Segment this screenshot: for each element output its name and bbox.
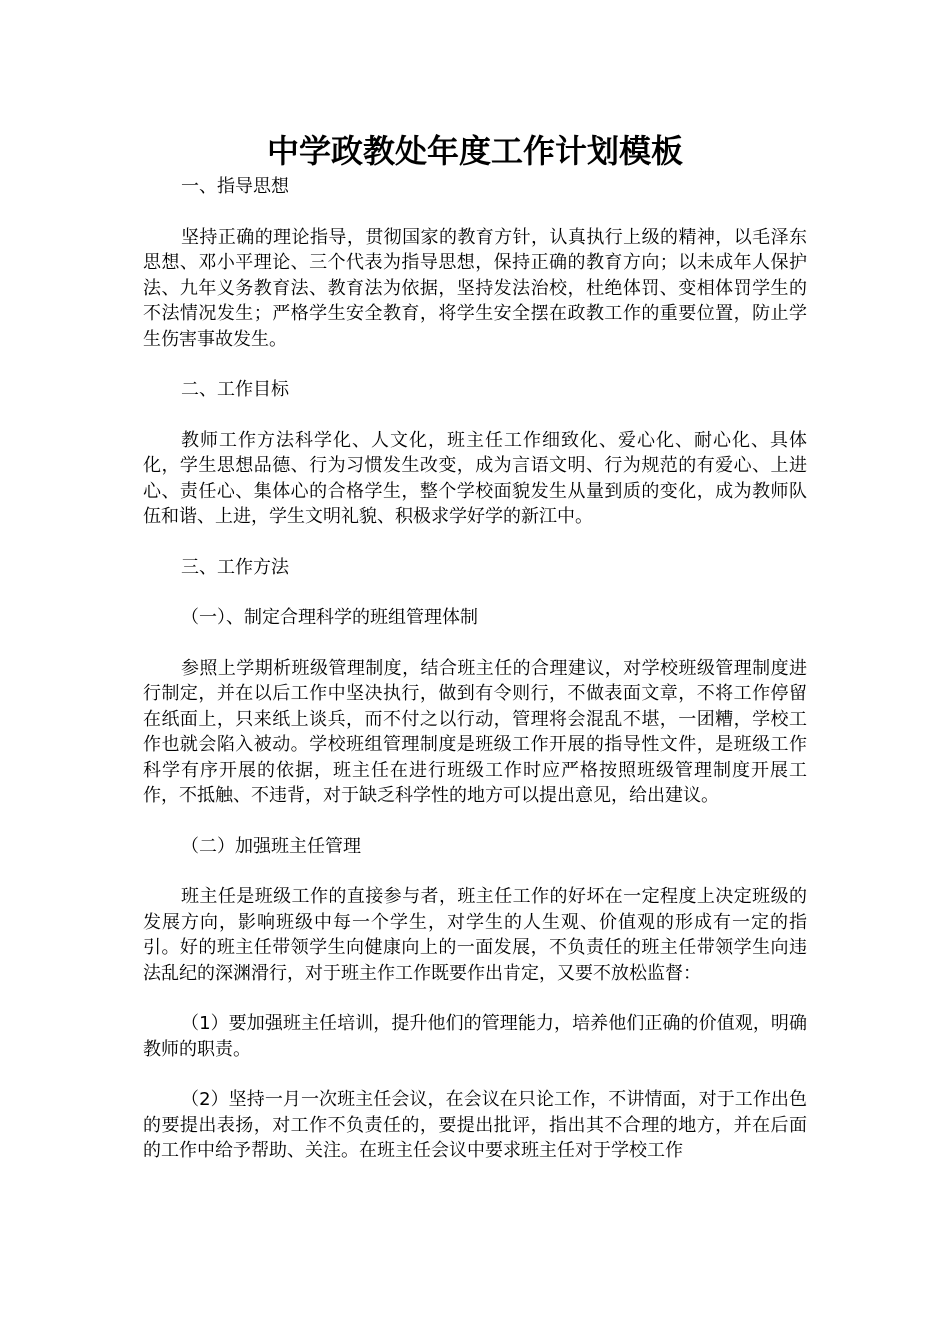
- section-heading-guiding-ideology: 一、指导思想: [181, 176, 289, 197]
- document-page: [143, 128, 807, 1164]
- subsection-heading-head-teacher-management: （二）加强班主任管理: [181, 835, 361, 857]
- paragraph-item-1: （1）要加强班主任培训，提升他们的管理能力，培养他们正确的价值观，明确教师的职责。: [143, 1013, 807, 1060]
- paragraph-guiding-ideology: 坚持正确的理论指导，贯彻国家的教育方针，认真执行上级的精神，以毛泽东思想、邓小平理论、三个代表为指导思想，保持正确的教育方向；以未成年人保护法、九年义务教育法、教育法为依据，坚持发法治校，杜绝体罚、变相体罚学生的不法情况发生；严格学生安全教育，将学生安全摆在政教工作的重要位置，防止学生伤害事故发生。: [143, 226, 807, 350]
- paragraph-item-2: （2）坚持一月一次班主任会议，在会议在只论工作，不讲情面，对于工作出色的要提出表扬，对工作不负责任的，要提出批评，指出其不合理的地方，并在后面的工作中给予帮助、关注。在班主任会议中要求班主任对于学校工作: [143, 1089, 807, 1161]
- paragraph-head-teacher-management: 班主任是班级工作的直接参与者，班主任工作的好坏在一定程度上决定班级的发展方向，影响班级中每一个学生，对学生的人生观、价值观的形成有一定的指引。好的班主任带领学生向健康向上的一面发展，不负责任的班主任带领学生向违法乱纪的深渊滑行，对于班主作工作既要作出肯定，又要不放松监督：: [143, 886, 807, 984]
- subsection-heading-class-management-system: （一）、制定合理科学的班组管理体制: [181, 607, 478, 628]
- paragraph-class-management-system: 参照上学期析班级管理制度，结合班主任的合理建议，对学校班级管理制度进行制定，并在以后工作中坚决执行，做到有令则行，不做表面文章，不将工作停留在纸面上，只来纸上谈兵，而不付之以行动，管理将会混乱不堪，一团糟，学校工作也就会陷入被动。学校班组管理制度是班级工作开展的指导性文件，是班级工作科学有序开展的依据，班主任在进行班级工作时应严格按照班级管理制度开展工作，不抵触、不违背，对于缺乏科学性的地方可以提出意见，给出建议。: [143, 657, 807, 806]
- paragraph-work-goals: 教师工作方法科学化、人文化，班主任工作细致化、爱心化、耐心化、具体化，学生思想品德、行为习惯发生改变，成为言语文明、行为规范的有爱心、上进心、责任心、集体心的合格学生，整个学校面貌发生从量到质的变化，成为教师队伍和谐、上进，学生文明礼貌、积极求学好学的新江中。: [143, 429, 807, 527]
- document-title: 中学政教处年度工作计划模板: [266, 132, 683, 170]
- section-heading-work-goals: 二、工作目标: [181, 379, 289, 400]
- section-heading-work-methods: 三、工作方法: [181, 556, 289, 578]
